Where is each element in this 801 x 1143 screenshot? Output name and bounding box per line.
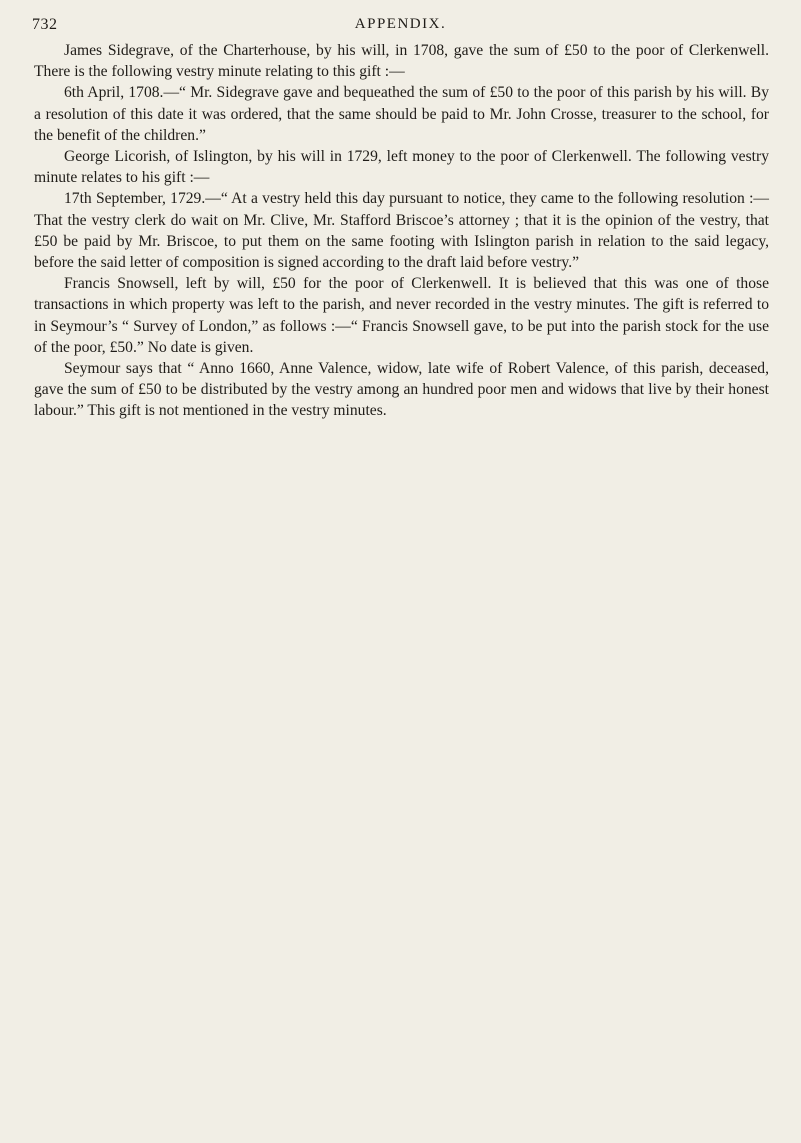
body-text (34, 40, 769, 422)
page-number: 732 (32, 16, 58, 33)
paragraph-sidegrave-bequest: James Sidegrave, of the Charterhouse, by his will, in 1708, gave the sum of £50 to the poor of Clerkenwell. There is the following vestry minute relating to this gift :— (34, 42, 769, 81)
paragraph-valence-gift: Seymour says that “ Anno 1660, Anne Valence, widow, late wife of Robert Valence, of this parish, deceased, gave the sum of £50 to be distributed by the vestry among an hundred poor men and widows that live by their honest labour.” This gift is not mentioned in the vestry minutes. (34, 360, 769, 420)
running-title: APPENDIX. (354, 16, 447, 32)
running-head (32, 12, 769, 38)
paragraph-vestry-minute-1708: 6th April, 1708.—“ Mr. Sidegrave gave and bequeathed the sum of £50 to the poor of this parish by his will. By a resolution of this date it was ordered, that the same should be paid to Mr. John Crosse, treasurer to the school, for the benefit of the children.” (34, 84, 769, 144)
paragraph-licorish-bequest: George Licorish, of Islington, by his will in 1729, left money to the poor of Clerkenwell. The following vestry minute relates to his gift :— (34, 148, 769, 187)
paragraph-snowsell-bequest: Francis Snowsell, left by will, £50 for the poor of Clerkenwell. It is believed that this was one of those transactions in which property was left to the parish, and never recorded in the vestry minutes. The gift is referred to in Seymour’s “ Survey of London,” as follows :—“ Francis Snowsell gave, to be put into the parish stock for the use of the poor, £50.” No date is given. (34, 275, 769, 356)
paragraph-vestry-minute-1729: 17th September, 1729.—“ At a vestry held this day pursuant to notice, they came to the following resolution :—That the vestry clerk do wait on Mr. Clive, Mr. Stafford Briscoe’s attorney ; that it is the opinion of the vestry, that £50 be paid by Mr. Briscoe, to put them on the same footing with Islington parish in relation to the said legacy, before the said letter of composition is signed according to the draft laid before vestry.” (34, 190, 769, 272)
